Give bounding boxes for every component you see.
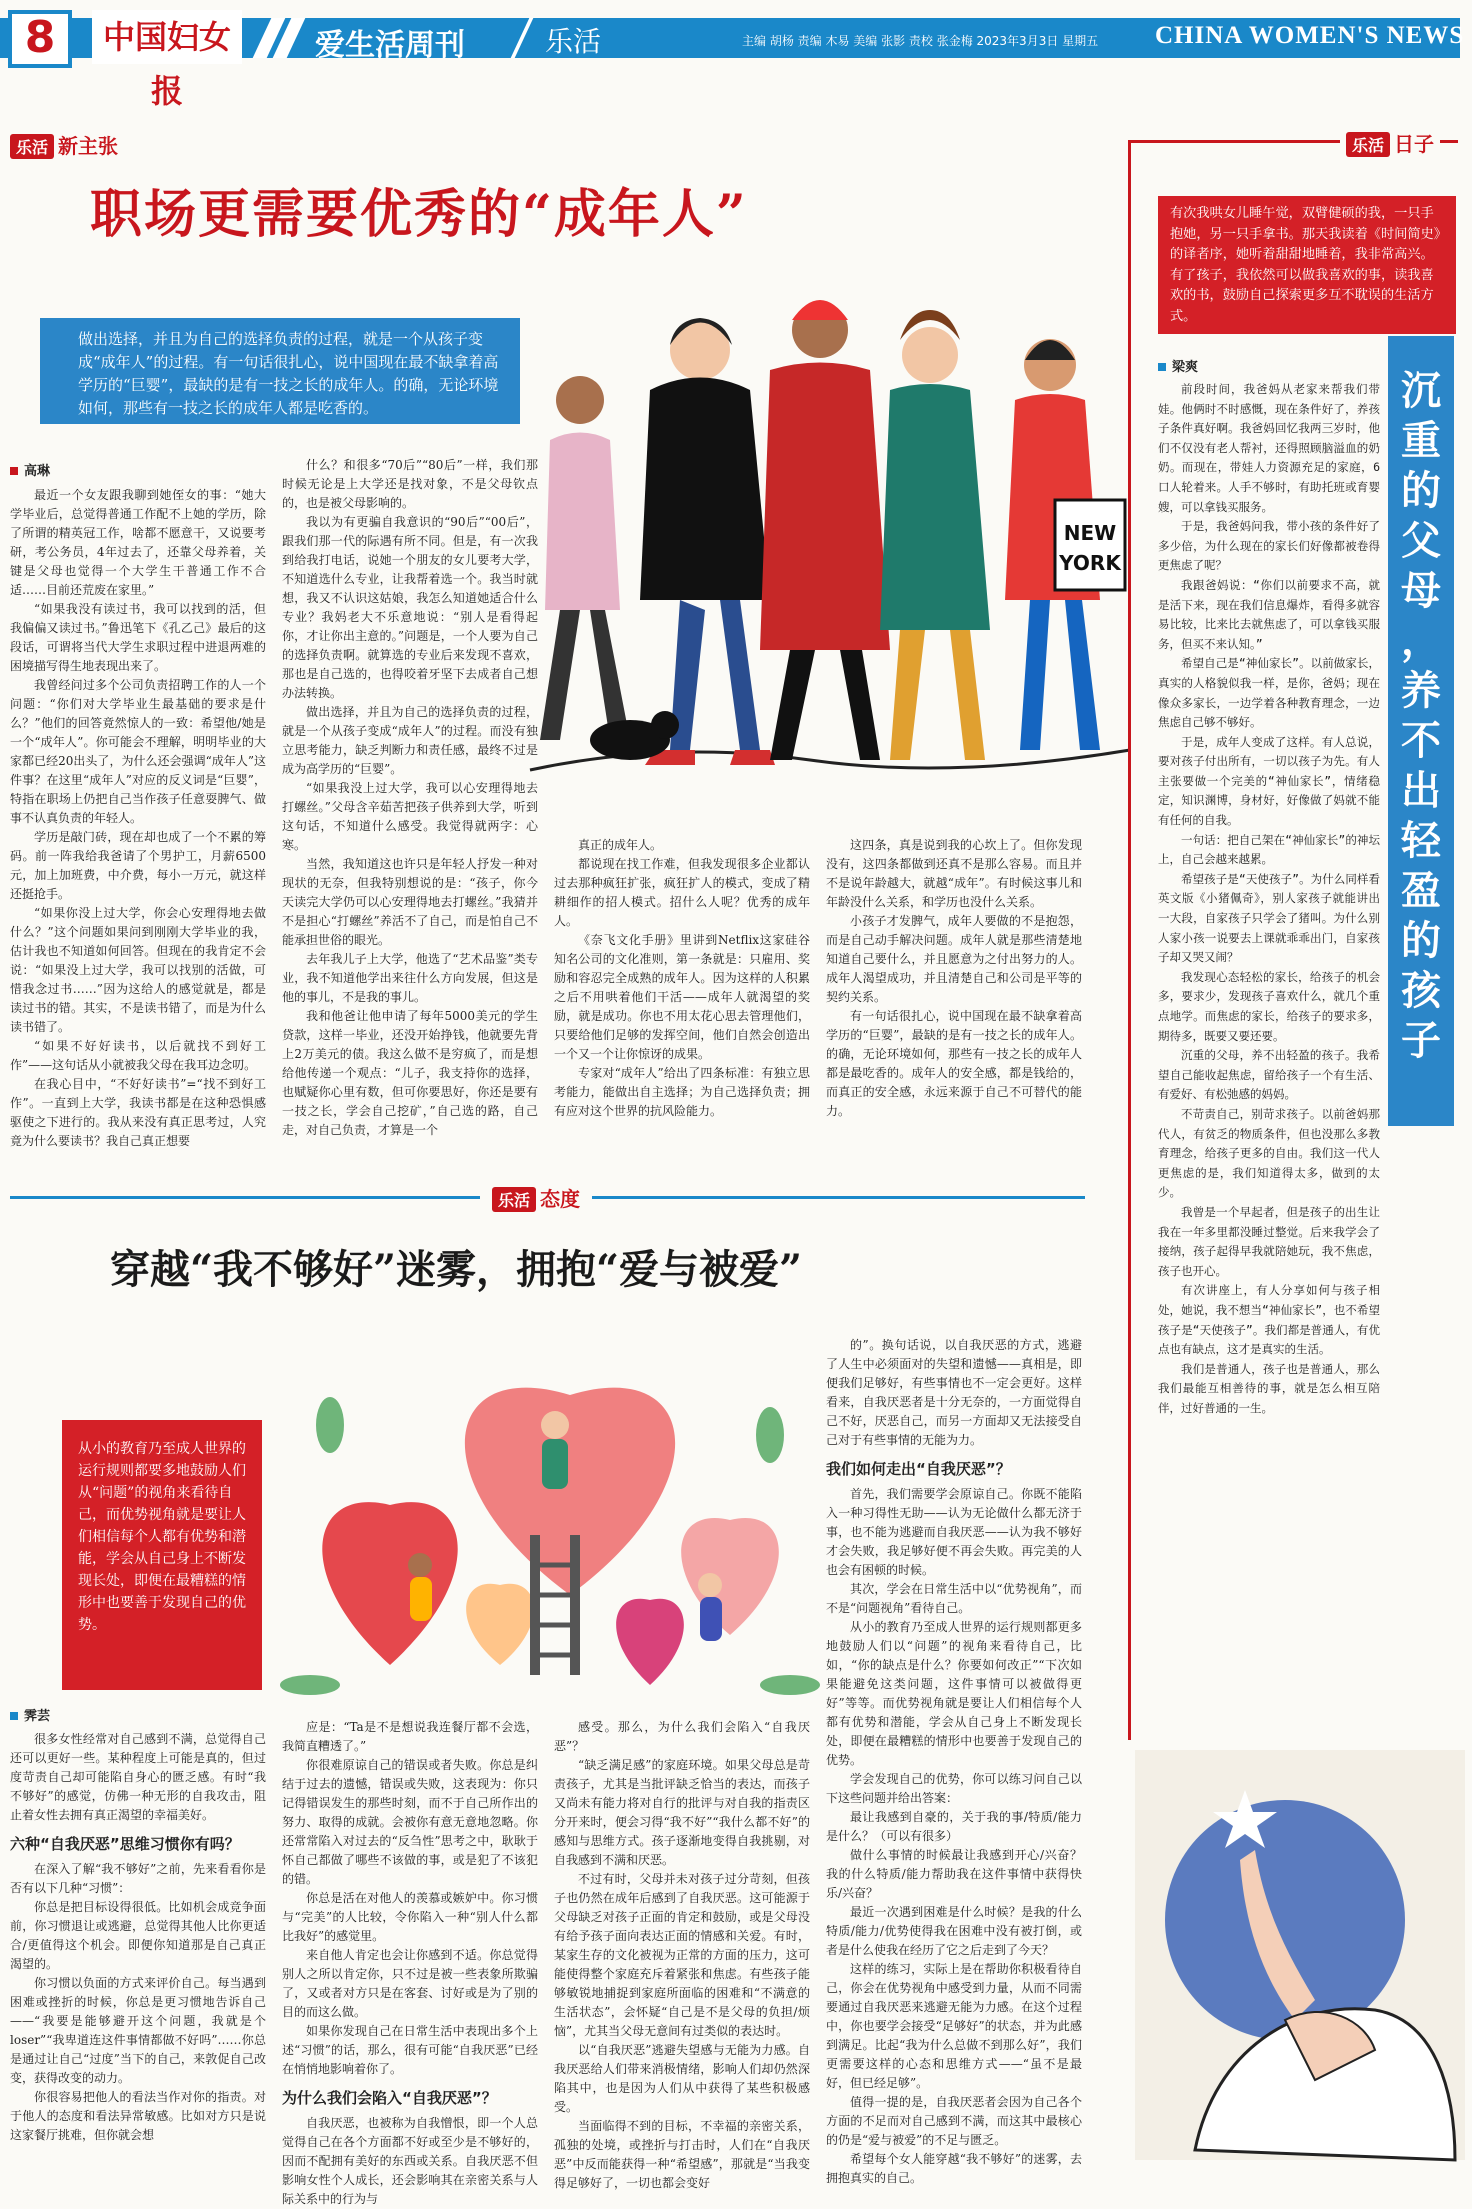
article-column: [826, 1336, 1082, 2185]
paragraph: 我跟爸妈说：“你们以前要求不高，就是活下来，现在我们信息爆炸，看得多就容易比较，比来比去就焦虑了，可以拿钱买服务，但买不来认知。”: [1158, 577, 1380, 651]
paragraph: 当然，我知道这也许只是年轻人抒发一种对现状的无奈，但我特别想说的是：“孩子，你今天读完大学仍可以心安理得地去打螺丝。”我猜并不是担心“打螺丝”养活不了自己，而是怕自己不能承担世俗的眼光。: [282, 857, 538, 947]
article-column: [10, 1730, 266, 2160]
vertical-title-char: 子: [1401, 1017, 1441, 1064]
tag-suffix: 新主张: [58, 134, 119, 158]
page-number: 8: [8, 10, 72, 68]
article-column: [282, 1718, 538, 2206]
paragraph: 在我心目中，“不好好读书”=“找不到好工作”。一直到上大学，我读书都是在这种恐惧感驱使之下进行的。我从来没有真正思考过，人究竟为什么要读书？我自己真正想要: [10, 1077, 266, 1148]
paragraph: 我曾是一个早起者，但是孩子的出生让我在一年多里都没睡过整觉。后来我学会了接纳，孩子起得早我就陪她玩，我不焦虑，孩子也开心。: [1158, 1204, 1380, 1278]
paragraph: 一句话：把自己架在“神仙家长”的神坛上，自己会越来越累。: [1158, 832, 1380, 867]
vertical-title-char: 养: [1401, 667, 1441, 714]
illustration-crowd: [470, 270, 1150, 800]
paragraph: 都说现在找工作难，但我发现很多企业都认过去那种疯狂扩张，疯狂扩人的模式，变成了精耕细作的招人模式。招什么人呢？优秀的成年人。: [554, 857, 810, 928]
weekly-title: 爱生活周刊: [315, 28, 465, 63]
paragraph: 做什么事情的时候最让我感到开心/兴奋？我的什么特质/能力帮助我在这件事情中获得快乐/兴奋？: [826, 1848, 1082, 1900]
paragraph: 我们是普通人，孩子也是普通人，那么我们最能互相善待的事，就是怎么相互陪伴，过好普通的一生。: [1158, 1361, 1380, 1415]
paragraph: 学会发现自己的优势，你可以练习问自己以下这些问题并给出答案：: [826, 1772, 1082, 1805]
paragraph: 最让我感到自豪的，关于我的事/特质/能力是什么？（可以有很多）: [826, 1810, 1082, 1843]
article-title: 穿越“我不够好”迷雾，拥抱“爱与被爱”: [110, 1246, 803, 1293]
article-column: [554, 836, 810, 1226]
section-name: 乐活: [545, 25, 602, 58]
page-header: [0, 0, 1472, 110]
vertical-title-char: ，: [1401, 617, 1441, 664]
subheading: 为什么我们会陷入“自我厌恶”？: [282, 2089, 497, 2107]
paragraph: 很多女性经常对自己感到不满，总觉得自己还可以更好一些。某种程度上可能是真的，但过度苛责自己却可能陷自身心的匮乏感。有时“我不够好”的感觉，仿佛一种无形的自我攻击，阻止着女性去拥有真正渴望的幸福美好。: [10, 1732, 266, 1822]
article-column: [554, 1718, 810, 2190]
tag-label: 乐活: [10, 134, 54, 159]
paragraph: 于是，我爸妈问我，带小孩的条件好了多少倍，为什么现在的家长们好像都被卷得更焦虑了呢？: [1158, 519, 1380, 573]
paragraph: “如果不好好读书，以后就找不到好工作”——这句话从小就被我父母在我耳边念叨。: [10, 1039, 266, 1072]
article-title: 职场更需要优秀的“成年人”: [90, 184, 748, 245]
tag-label: 乐活: [492, 1187, 536, 1212]
paragraph: 你总是活在对他人的羡慕或嫉妒中。你习惯与“完美”的人比较，令你陷入一种“别人什么都比我好”的感觉里。: [282, 1891, 538, 1943]
paragraph: 学历是敲门砖，现在却也成了一个不累的筹码。前一阵我给我爸请了个男护工，月薪6500元，加上加班费，中介费，每小一万元，就这样还挺抢手。: [10, 830, 266, 901]
paragraph: 你很难原谅自己的错误或者失败。你总是纠结于过去的遗憾，错误或失败，这表现为：你只记得错误发生的那些时刻，而不于自己所作出的努力、取得的成就。会被你有意无意地忽略。你还常常陷入对过去的“反刍性”思考之中，耿耿于怀自己都做了哪些不该做的事，或是犯了不该犯的错。: [282, 1758, 538, 1886]
paragraph: 当面临得不到的目标，不幸福的亲密关系，孤独的处境，或挫折与打击时，人们在“自我厌恶”中反而能获得一种“希望感”，那就是“当我变得足够好了，一切也都会变好: [554, 2119, 810, 2190]
paragraph: 最近一次遇到困难是什么时候？是我的什么特质/能力/优势使得我在困难中没有被打倒，或者是什么使我在经历了它之后走到了今天？: [826, 1905, 1082, 1957]
paragraph: 你很容易把他人的看法当作对你的指责。对于他人的态度和看法异常敏感。比如对方只是说这家餐厅挑难，但你就会想: [10, 2090, 266, 2142]
masthead-logo: 中国妇女报: [92, 10, 242, 64]
paragraph: 这样的练习，实际上是在帮助你积极看待自己，你会在优势视角中感受到力量，从而不同需要通过自我厌恶来逃避无能为力感。在这个过程中，你也要学会接受“足够好”的状态，并为此感到满足。比起“我为什么总做不到那么好”，我们更需要这样的心态和思维方式——“虽不是最好，但已经足够”。: [826, 1962, 1082, 2090]
paragraph: 什么？和很多“70后”“80后”一样，我们那时候无论是上大学还是找对象，不是父母钦点的，也是被父母影响的。: [282, 458, 538, 510]
article-column: [826, 836, 1082, 1226]
article-column: [10, 486, 266, 1226]
english-masthead: CHINA WOMEN'S NEWS: [1155, 22, 1465, 49]
paragraph: 沉重的父母，养不出轻盈的孩子。我希望自己能收起焦虑，留给孩子一个有生活、有爱好、有松弛感的妈妈。: [1158, 1048, 1380, 1102]
author-byline: 高琳: [10, 460, 50, 479]
illustration-hand-star: [1135, 1750, 1465, 2160]
paragraph: 你习惯以负面的方式来评价自己。每当遇到困难或挫折的时候，你总是更习惯地告诉自己——“我要是能够避开这个问题，我就是个loser”“我卑道连这件事情都做不好吗”……你总是通过让自己“过度”当下的自己，来敦促自己改变，获得改变的动力。: [10, 1976, 266, 2085]
paragraph: 真正的成年人。: [578, 838, 663, 852]
section-tag: [480, 1183, 592, 1212]
right-column-rule: [1128, 140, 1131, 1740]
vertical-title-char: 父: [1401, 517, 1441, 564]
paragraph: 希望每个女人能穿越“我不够好”的迷雾，去拥抱真实的自己。: [826, 2152, 1082, 2185]
subheading: 我们如何走出“自我厌恶”？: [826, 1460, 1011, 1478]
vertical-title-char: 轻: [1401, 817, 1441, 864]
vertical-title-char: 孩: [1401, 967, 1441, 1014]
paragraph: “如果我没有读过书，我可以找到的活，但我偏偏又读过书。”鲁迅笔下《孔乙己》最后的这段话，可谓将当代大学生求职过程中进退两难的困境描写得生地表现出来了。: [10, 602, 266, 673]
svg-text:YORK: YORK: [1059, 551, 1121, 575]
vertical-title-char: 母: [1401, 567, 1441, 614]
paragraph: 这四条，真是说到我的心坎上了。但你发现没有，这四条都做到还真不是那么容易。而且并不是说年龄越大，就越“成年”。有时候这事儿和年龄没什么关系，和学历也没什么关系。: [826, 838, 1082, 909]
section-tag: [1340, 128, 1440, 157]
paragraph: 我曾经问过多个公司负责招聘工作的人一个问题：“你们对大学毕业生最基础的要求是什么？”他们的回答竟然惊人的一致：希望他/她是一个“成年人”。你可能会不理解，明明毕业的大家都已经20出头了，为什么还会强调“成年人”这件事？在这里“成年人”对应的反义词是“巨婴”，特指在职场上仍把自己当作孩子任意耍脾气、做事不认真负责的年轻人。: [10, 678, 266, 825]
paragraph: 值得一提的是，自我厌恶者会因为自己各个方面的不足而对自己感到不满，而这其中最核心的仍是“爱与被爱”的不足与匮乏。: [826, 2095, 1082, 2147]
paragraph: 我发现心态轻松的家长，给孩子的机会多，要求少，发现孩子喜欢什么，就几个重点地学。而焦虑的家长，给孩子的要求多，期待多，既要又要还要。: [1158, 969, 1380, 1043]
paragraph: 我和他爸让他申请了每年5000美元的学生贷款，这样一毕业，还没开始挣钱，他就要先背上2万美元的债。我这么做不是穷疯了，而是想给他传递一个观点：“儿子，我支持你的选择，也赋疑你心里有数，但可你要思好，你还是要有一技之长，学会自己挖矿，”自己选的路，自己走，对自己负责，才算是一个: [282, 1009, 538, 1137]
paragraph: 希望孩子是“天使孩子”。为什么同样看英文版《小猪佩奇》，别人家孩子就能讲出一大段，自家孩子只学会了猪叫。为什么别人家小孩一说要去上课就乖乖出门，自家孩子却又哭又闹？: [1158, 871, 1380, 965]
paragraph: 的”。换句话说，以自我厌恶的方式，逃避了人生中必须面对的失望和遗憾——真相是，即便我们足够好，有些事情也不一定会更好。这样看来，自我厌恶者是十分无奈的，一方面觉得自己不好，厌恶自己，而另一方面却又无法接受自己对于有些事情的无能为力。: [826, 1338, 1082, 1447]
paragraph: 我以为有更骗自我意识的“90后”“00后”，跟我们那一代的际遇有所不同。但是，有一次我到给我打电话，说她一个朋友的女儿要考大学，不知道选什么专业，让我帮着选一个。我当时就想，我又不认识这姑娘，我怎么知道她适合什么专业？我妈老大不乐意地说：“别人是看得起你，才让你出主意的。”问题是，一个人要为自己的选择负责啊。就算选的专业后来发现不喜欢，那也是自己选的，也得咬着牙坚下去成者自己想办法转换。: [282, 515, 538, 700]
paragraph: 在深入了解“我不够好”之前，先来看看你是否有以下几种“习惯”：: [10, 1862, 266, 1895]
paragraph: 首先，我们需要学会原谅自己。你既不能陷入一种习得性无助——认为无论做什么都无济于事，也不能为逃避而自我厌恶——认为我不够好才会失败，我足够好便不再会失败。再完美的人也会有困顿的时候。: [826, 1487, 1082, 1577]
pull-quote: 从小的教育乃至成人世界的运行规则都要多地鼓励人们从“问题”的视角来看待自己，而优势视角就是要让人们相信每个人都有优势和潜能，学会从自己身上不断发现长处，即便在最糟糕的情形中也要善于发现自己的优势。: [62, 1420, 262, 1690]
paragraph: 做出选择，并且为自己的选择负责的过程，就是一个从孩子变成“成年人”的过程。而没有独立思考能力，缺乏判断力和责任感，最终不过是成为高学历的“巨婴”。: [282, 705, 538, 776]
paragraph: 专家对“成年人”给出了四条标准：有独立思考能力，能做出自主选择；为自己选择负责；拥有应对这个世界的抗风险能力。: [554, 1066, 810, 1118]
vertical-title-char: 的: [1401, 917, 1441, 964]
author-byline: 霁芸: [10, 1705, 50, 1724]
subheading: 六种“自我厌恶”思维习惯你有吗？: [10, 1835, 240, 1853]
staff-line: 主编 胡杨 责编 木易 美编 张影 责校 张金梅 2023年3月3日 星期五: [742, 34, 1099, 48]
paragraph: 你总是把目标设得很低。比如机会成竞争面前，你习惯退让或逃避，总觉得其他人比你更适合/更值得这个机会。即便你知道那是自己真正渴望的。: [10, 1900, 266, 1971]
paragraph: 其次，学会在日常生活中以“优势视角”，而不是“问题视角”看待自己。: [826, 1582, 1082, 1615]
vertical-title-char: 的: [1401, 467, 1441, 514]
paragraph: 小孩子才发脾气，成年人要做的不是抱怨，而是自己动手解决问题。成年人就是那些清楚地知道自己要什么，并且愿意为之付出努力的人。成年人渴望成功，并且清楚自己和公司是平等的契约关系。: [826, 914, 1082, 1004]
paragraph: 自我厌恶，也被称为自我憎恨，即一个人总觉得自己在各个方面都不好或至少是不够好的，因而不配拥有美好的东西或关系。自我厌恶不但影响女性个人成长，还会影响其在亲密关系与人际关系中的行为与: [282, 2116, 538, 2206]
author-byline: 梁爽: [1158, 356, 1198, 375]
vertical-title: [1388, 336, 1454, 1126]
svg-text:NEW: NEW: [1063, 521, 1117, 545]
paragraph: “缺乏满足感”的家庭环境。如果父母总是苛责孩子，尤其是当批评缺乏恰当的表达，而孩子又尚未有能力将对自行的批评与对自我的指责区分开来时，便会习得“我不好”“我什么都不好”的感知与思维方式。孩子逐渐地变得自我挑剔，对自我感到不满和厌恶。: [554, 1758, 810, 1867]
paragraph: “如果我没上过大学，我可以心安理得地去打螺丝。”父母含辛茹苦把孩子供养到大学，听到这句话，不知道什么感受。我觉得就两字：心寒。: [282, 781, 538, 852]
paragraph: 去年我儿子上大学，他选了“艺术品鉴”类专业，我不知道他学出来往什么方向发展，但这是他的事儿，不是我的事儿。: [282, 952, 538, 1004]
paragraph: 如果你发现自己在日常生活中表现出多个上述“习惯”的话，那么，很有可能“自我厌恶”已经在悄悄地影响着你了。: [282, 2024, 538, 2076]
paragraph: 来自他人肯定也会让你感到不适。你总觉得别人之所以肯定你，只不过是被一些表象所欺骗了，又或者对方只是在客套、讨好或是为了别的目的而这么做。: [282, 1948, 538, 2019]
vertical-title-char: 不: [1401, 717, 1441, 764]
paragraph: 最近一个女友跟我聊到她侄女的事：“她大学毕业后，总觉得普通工作配不上她的学历，除了所谓的精英冠工作，啥都不愿意干，又说要考研，考公务员，4年过去了，还靠父母养着，关键是父母也觉得一个大学生干普通工作不合适……目前还荒废在家里。”: [10, 488, 266, 597]
section-tag: [10, 130, 118, 159]
paragraph: 感受。那么，为什么我们会陷入“自我厌恶”？: [554, 1720, 810, 1753]
vertical-title-char: 重: [1401, 417, 1441, 464]
intro-box: 有次我哄女儿睡午觉，双臂健硕的我，一只手抱她，另一只手拿书。那天我读着《时间简史》的译者序，她听着甜甜地睡着，我非常高兴。有了孩子，我依然可以做我喜欢的事，读我喜欢的书，鼓励自己探索更多互不耽误的生活方式。: [1158, 196, 1456, 334]
article-column: [1158, 380, 1380, 1730]
paragraph: 从小的教育乃至成人世界的运行规则都更多地鼓励人们以“问题”的视角来看待自己，比如，“你的缺点是什么？你要如何改正”“下次如果能避免这类问题，这件事情可以被做得更好”等等。而优势视角就是要让人们相信每个人都有优势和潜能，学会从自己身上不断发现长处，即便在最糟糕的情形中也要善于发现自己的优势。: [826, 1620, 1082, 1767]
paragraph: 有次讲座上，有人分享如何与孩子相处，她说，我不想当“神仙家长”，也不希望孩子是“天使孩子”。我们都是普通人，有优点也有缺点，这才是真实的生活。: [1158, 1283, 1380, 1357]
article-column: [282, 456, 538, 1226]
paragraph: 应是：“Ta是不是想说我连餐厅都不会选，我简直糟透了。”: [282, 1720, 538, 1753]
paragraph: 《奈飞文化手册》里讲到Netflix这家硅谷知名公司的文化准则，第一条就是：只雇用、奖励和容忍完全成熟的成年人。因为这样的人积累之后不用哄着他们干活——成年人就渴望的奖励，就是成功。你也不用太花心思去管理他们，只要给他们足够的发挥空间，他们自然会创造出一个又一个让你惊讶的成果。: [554, 933, 810, 1061]
vertical-title-char: 盈: [1401, 867, 1441, 914]
paragraph: 不苛责自己，别苛求孩子。以前爸妈那代人，有贫乏的物质条件，但也没那么多教育理念，给孩子更多的自由。我们这一代人更焦虑的是，我们知道得太多，做到的太少。: [1158, 1106, 1380, 1200]
vertical-title-char: 沉: [1401, 367, 1441, 414]
paragraph: 不过有时，父母并未对孩子过分苛刻，但孩子也仍然在成年后感到了自我厌恶。这可能源于父母缺乏对孩子正面的肯定和鼓励，或是父母没有给予孩子面向表达正面的情感和关爱。有时，某家生存的文化被视为正常的方面的压力，这可能使得整个家庭充斥着紧张和焦虑。有些孩子能够敏锐地捕捉到家庭所面临的困难和“不满意的生活状态”，会怀疑“自己是不是父母的负担/烦恼”，尤其当父母无意间有过类似的表达时。: [554, 1872, 810, 2038]
paragraph: “如果你没上过大学，你会心安理得地去做什么？”这个问题如果问到刚刚大学毕业的我，估计我也不知道如何回答。但现在的我肯定不会说：“如果没上过大学，我可以找别的活做，可惜我念过书……”因为这给人的感觉就是，都是读过书的错。其实，不是读书错了，而是为什么读书错了。: [10, 906, 266, 1034]
illustration-hearts: [270, 1335, 830, 1715]
paragraph: 有一句话很扎心，说中国现在最不缺拿着高学历的“巨婴”，最缺的是有一技之长的成年人。的确，无论环境如何，那些有一技之长的成年人都是最吃香的。成年人的安全感，都是钱给的，而真正的安全感，永远来源于自己不可替代的能力。: [826, 1009, 1082, 1118]
paragraph: 于是，成年人变成了这样。有人总说，要对孩子付出所有，一切以孩子为先。有人主张要做一个完美的“神仙家长”，情绪稳定，知识渊博，身材好，好像做了妈就不能有任何的自我。: [1158, 734, 1380, 828]
vertical-title-char: 出: [1401, 767, 1441, 814]
paragraph: 希望自己是“神仙家长”。以前做家长，真实的人格貌似我一样，是你，爸妈；现在像众多家长，一边学着各种教育理念，一边焦虑自己够不够好。: [1158, 656, 1380, 730]
tag-suffix: 态度: [540, 1187, 581, 1211]
paragraph: 前段时间，我爸妈从老家来帮我们带娃。他俩时不时感慨，现在条件好了，养孩子条件真好啊。我爸妈回忆我两三岁时，他们不仅没有老人帮衬，还得照顾脑溢血的奶奶。而现在，带娃人力资源充足的家庭，6口人轮着来。人手不够时，有助托班或育婴嫂，可以拿钱买服务。: [1158, 382, 1380, 514]
tag-suffix: 日子: [1394, 132, 1435, 156]
paragraph: 以“自我厌恶”逃避失望感与无能为力感。自我厌恶给人们带来消极情绪，影响人们却仍然深陷其中，也是因为人们从中获得了某些积极感受。: [554, 2043, 810, 2114]
vertical-title-text: [1388, 366, 1454, 1066]
lead-paragraph: 做出选择，并且为自己的选择负责的过程，就是一个从孩子变成“成年人”的过程。有一句话很扎心，说中国现在最不缺拿着高学历的“巨婴”，最缺的是有一技之长的成年人。的确，无论环境如何，那些有一技之长的成年人都是吃香的。: [40, 318, 520, 424]
tag-label: 乐活: [1346, 132, 1390, 157]
